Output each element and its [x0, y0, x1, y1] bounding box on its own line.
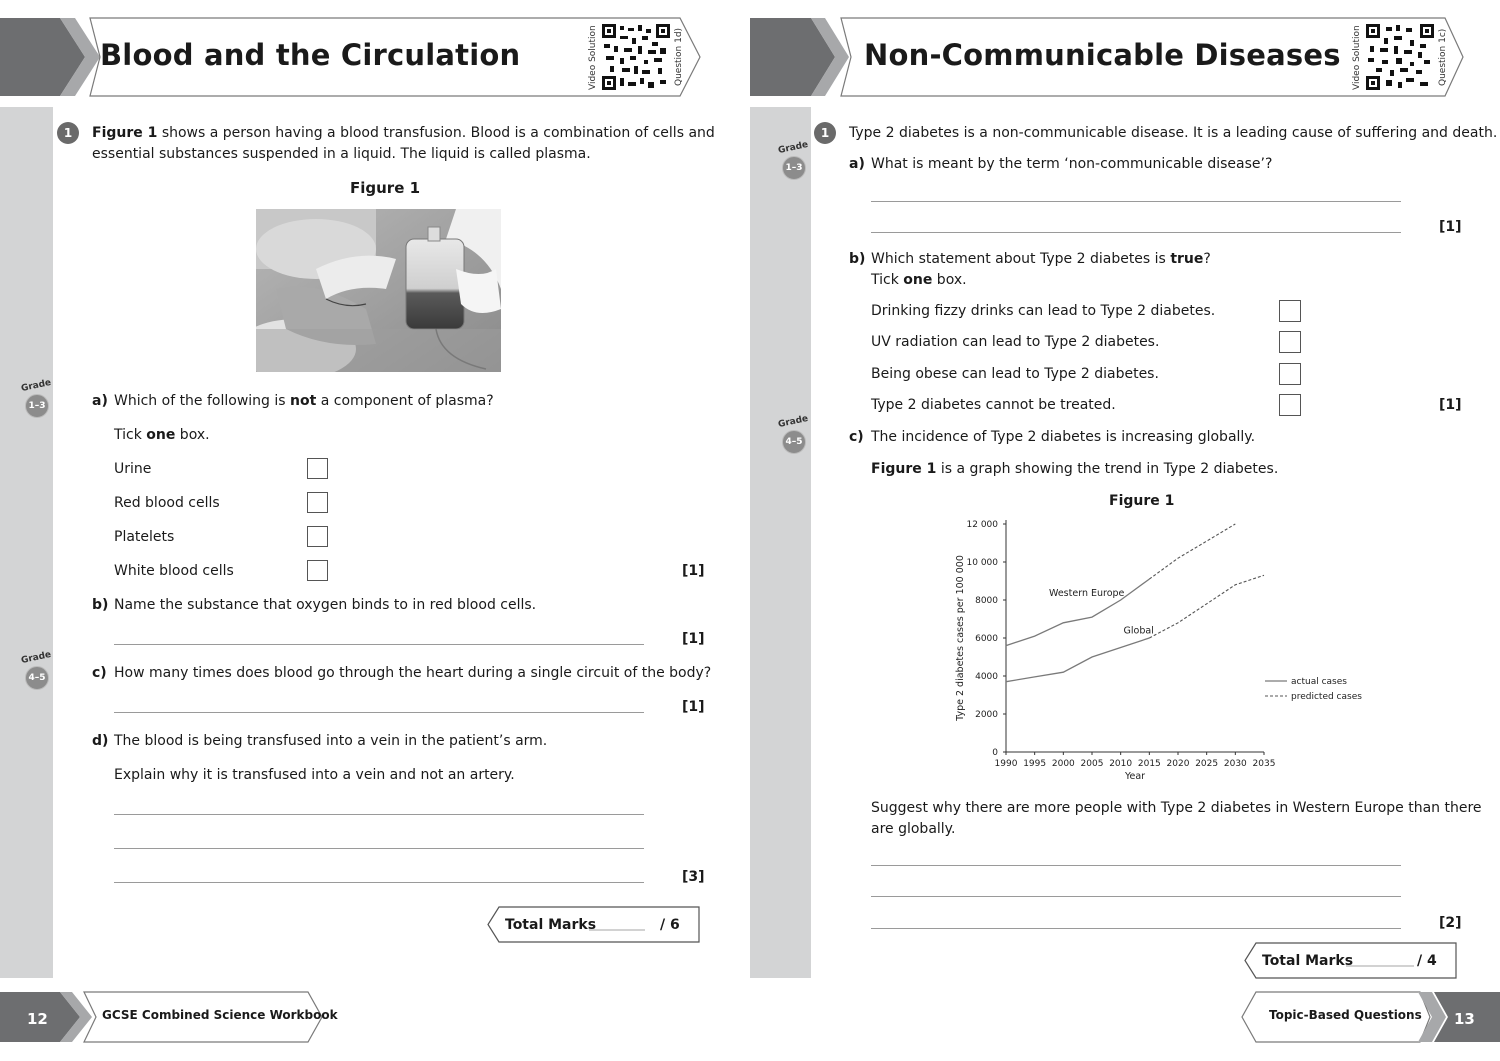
left-part-c-question: How many times does blood go through the heart during a single circuit of the body?	[114, 665, 712, 681]
left-video-label: Video Solution	[588, 25, 598, 90]
chart-label-western-europe: Western Europe	[1049, 588, 1125, 600]
left-part-d-question: The blood is being transfused into a vein in the patient’s arm.	[114, 733, 548, 749]
left-grade-sidebar	[0, 107, 53, 978]
chart-x-tick-label: 2015	[1137, 759, 1161, 769]
right-checkbox-2[interactable]	[1279, 331, 1301, 353]
right-part-b-label: b)	[849, 251, 866, 267]
chart-x-tick-label: 2000	[1051, 759, 1075, 769]
right-mark-a: [1]	[1439, 219, 1462, 235]
left-part-d-explain: Explain why it is transfused into a vein and not an artery.	[114, 767, 515, 783]
chart-label-global: Global	[1123, 625, 1154, 637]
left-page-number: 12	[27, 1010, 48, 1028]
left-qr-code[interactable]	[602, 24, 670, 90]
right-total-marks-label: Total Marks	[1262, 953, 1354, 969]
left-answer-line-b[interactable]	[114, 644, 644, 645]
chart-y-tick-label: 4000	[975, 672, 998, 682]
right-qr-code[interactable]	[1366, 24, 1434, 90]
right-option-3: Being obese can lead to Type 2 diabetes.	[871, 366, 1159, 382]
right-mark-c: [2]	[1439, 915, 1462, 931]
chart-y-tick-label: 12 000	[966, 520, 998, 530]
left-part-b-label: b)	[92, 597, 109, 613]
left-question-ref: Question 1d)	[674, 27, 684, 86]
left-part-d-label: d)	[92, 733, 109, 749]
left-grade-badge-2: Grade 4–5	[21, 653, 51, 693]
left-option-white-blood-cells: White blood cells	[114, 563, 234, 579]
chart-y-tick-label: 10 000	[966, 558, 998, 568]
right-option-1: Drinking fizzy drinks can lead to Type 2 diabetes.	[871, 303, 1216, 319]
right-part-c-label: c)	[849, 429, 864, 445]
left-mark-a: [1]	[682, 563, 705, 579]
right-question-ref: Question 1c)	[1438, 28, 1448, 86]
left-total-marks-value: / 6	[660, 917, 680, 933]
right-intro: Type 2 diabetes is a non-communicable disease. It is a leading cause of suffering and death.	[849, 125, 1498, 141]
left-answer-line-d1[interactable]	[114, 814, 644, 815]
right-answer-line-a2[interactable]	[871, 232, 1401, 233]
left-footer-text: GCSE Combined Science Workbook	[102, 1008, 338, 1022]
right-part-b-question: Which statement about Type 2 diabetes is true?	[871, 251, 1211, 267]
left-option-platelets: Platelets	[114, 529, 175, 545]
right-answer-line-c1[interactable]	[871, 865, 1401, 866]
right-part-a-label: a)	[849, 156, 865, 172]
left-figure-label: Figure 1	[350, 179, 421, 197]
left-mark-b: [1]	[682, 631, 705, 647]
left-answer-line-d2[interactable]	[114, 848, 644, 849]
right-grade-badge-2: Grade 4–5	[778, 417, 808, 457]
chart-y-tick-label: 0	[992, 748, 998, 758]
right-tick-instruction: Tick one box.	[871, 272, 967, 288]
right-footer-text: Topic-Based Questions	[1269, 1008, 1422, 1022]
left-part-b-question: Name the substance that oxygen binds to in red blood cells.	[114, 597, 537, 613]
right-checkbox-3[interactable]	[1279, 363, 1301, 385]
chart-x-axis-label: Year	[1124, 771, 1146, 782]
chart-x-tick-label: 1995	[1023, 759, 1047, 769]
right-page-number: 13	[1454, 1010, 1475, 1028]
left-checkbox-white-blood-cells[interactable]	[307, 560, 328, 581]
left-page-title: Blood and the Circulation	[100, 38, 521, 72]
right-option-4: Type 2 diabetes cannot be treated.	[871, 397, 1116, 413]
left-answer-line-d3[interactable]	[114, 882, 644, 883]
left-checkbox-platelets[interactable]	[307, 526, 328, 547]
right-total-marks-value: / 4	[1417, 953, 1437, 969]
chart-x-tick-label: 2025	[1195, 759, 1219, 769]
right-figure-label: Figure 1	[1109, 493, 1175, 509]
right-suggest-line1: Suggest why there are more people with Type 2 diabetes in Western Europe than there	[871, 800, 1482, 816]
left-total-marks-label: Total Marks	[505, 917, 597, 933]
left-checkbox-red-blood-cells[interactable]	[307, 492, 328, 513]
right-grade-sidebar	[750, 107, 811, 978]
diabetes-line-chart	[945, 510, 1375, 785]
chart-y-tick-label: 2000	[975, 710, 998, 720]
left-part-a-question: Which of the following is not a component of plasma?	[114, 393, 494, 409]
left-part-c-label: c)	[92, 665, 107, 681]
chart-legend-actual: actual cases	[1291, 677, 1347, 687]
chart-series-predicted-western-europe	[1149, 524, 1235, 579]
right-part-a-question: What is meant by the term ‘non-communicable disease’?	[871, 156, 1273, 172]
left-grade-badge-1: Grade 1–3	[21, 381, 51, 421]
chart-y-tick-label: 8000	[975, 596, 998, 606]
chart-series-predicted-global	[1149, 575, 1264, 638]
right-grade-badge-1: Grade 1–3	[778, 143, 808, 183]
left-intro-line2: essential substances suspended in a liquid. The liquid is called plasma.	[92, 146, 591, 162]
left-answer-line-c[interactable]	[114, 712, 644, 713]
left-checkbox-urine[interactable]	[307, 458, 328, 479]
left-tick-instruction: Tick one box.	[114, 427, 210, 443]
chart-legend-predicted: predicted cases	[1291, 692, 1362, 702]
right-checkbox-4[interactable]	[1279, 394, 1301, 416]
left-mark-d: [3]	[682, 869, 705, 885]
right-figure-intro: Figure 1 is a graph showing the trend in Type 2 diabetes.	[871, 461, 1279, 477]
right-answer-line-c3[interactable]	[871, 928, 1401, 929]
chart-x-tick-label: 2020	[1166, 759, 1190, 769]
chart-x-tick-label: 1990	[994, 759, 1018, 769]
left-part-a-label: a)	[92, 393, 108, 409]
right-checkbox-1[interactable]	[1279, 300, 1301, 322]
blood-transfusion-photo	[256, 209, 501, 372]
chart-x-tick-label: 2030	[1223, 759, 1247, 769]
right-video-label: Video Solution	[1352, 25, 1362, 90]
left-option-urine: Urine	[114, 461, 152, 477]
chart-x-tick-label: 2035	[1252, 759, 1276, 769]
chart-x-tick-label: 2005	[1080, 759, 1104, 769]
right-answer-line-a1[interactable]	[871, 201, 1401, 202]
right-mark-b: [1]	[1439, 397, 1462, 413]
right-answer-line-c2[interactable]	[871, 896, 1401, 897]
chart-x-tick-label: 2010	[1109, 759, 1133, 769]
right-suggest-line2: are globally.	[871, 821, 956, 837]
right-option-2: UV radiation can lead to Type 2 diabetes.	[871, 334, 1160, 350]
left-question-number: 1	[57, 122, 79, 144]
right-question-number: 1	[814, 122, 836, 144]
chart-y-tick-label: 6000	[975, 634, 998, 644]
right-page-title: Non-Communicable Diseases	[864, 38, 1341, 72]
chart-series-actual-global	[1006, 638, 1149, 682]
left-mark-c: [1]	[682, 699, 705, 715]
right-part-c-question: The incidence of Type 2 diabetes is increasing globally.	[871, 429, 1256, 445]
left-option-red-blood-cells: Red blood cells	[114, 495, 220, 511]
left-intro-line1: Figure 1 shows a person having a blood transfusion. Blood is a combination of cells and	[92, 125, 715, 141]
chart-y-axis-label: Type 2 diabetes cases per 100 000	[955, 555, 966, 721]
